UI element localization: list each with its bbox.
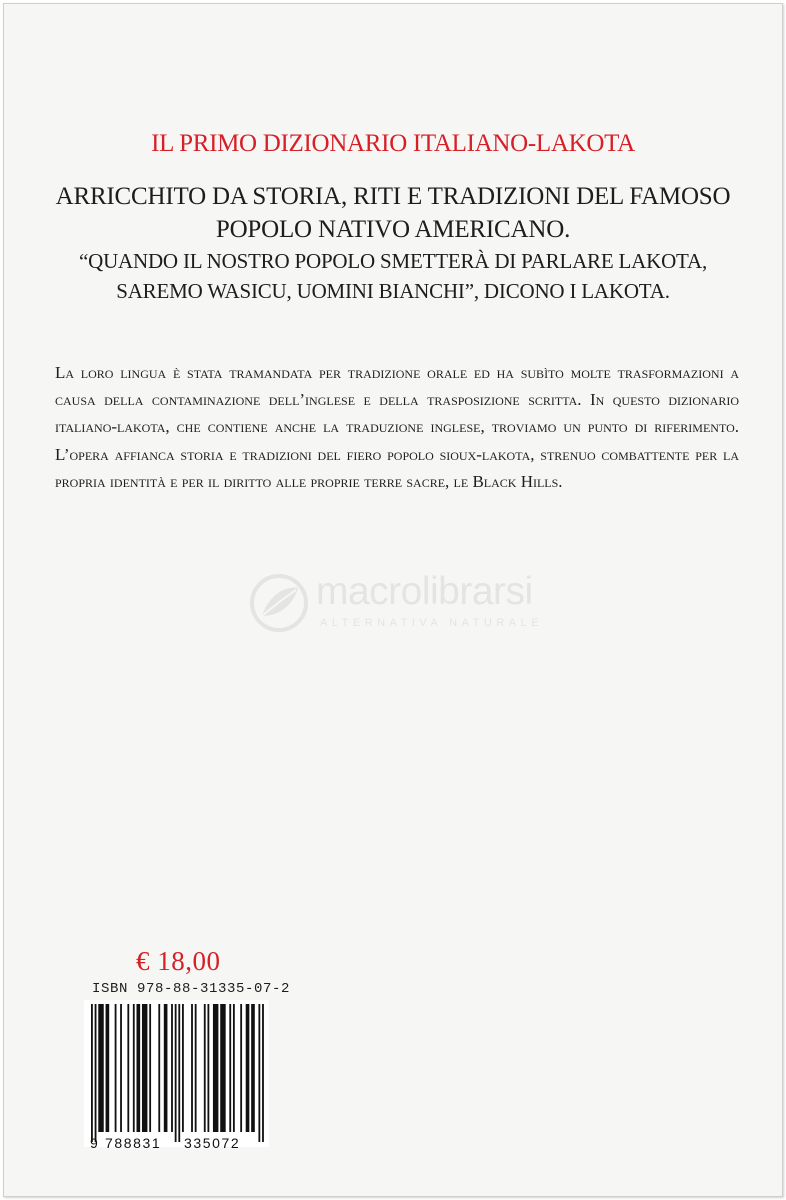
barcode-bar bbox=[137, 1004, 141, 1132]
barcode-bar bbox=[120, 1004, 122, 1132]
barcode-bar bbox=[171, 1004, 173, 1132]
barcode-bar bbox=[149, 1004, 151, 1132]
barcode-bar bbox=[191, 1004, 193, 1132]
quote-line-1: “QUANDO IL NOSTRO POPOLO SMETTERÀ DI PARLARE LAKOTA, bbox=[78, 249, 708, 273]
barcode-bar bbox=[98, 1004, 103, 1132]
barcode-first-digit: 9 bbox=[90, 1135, 98, 1151]
barcode-bars bbox=[84, 1000, 269, 1147]
macrolibrarsi-watermark bbox=[248, 570, 558, 640]
barcode-bar bbox=[182, 1004, 184, 1132]
barcode-bar bbox=[164, 1004, 168, 1132]
barcode-bar bbox=[246, 1004, 250, 1132]
barcode-bar bbox=[95, 1004, 97, 1142]
barcode-bar bbox=[251, 1004, 255, 1132]
barcode-right-digits: 335072 bbox=[184, 1135, 241, 1151]
barcode-bar bbox=[204, 1004, 206, 1132]
watermark-name: macrolibrarsi bbox=[316, 570, 533, 613]
price: € 18,00 bbox=[136, 946, 221, 976]
description-paragraph: La loro lingua è stata tramandata per tradizione orale ed ha subìto molte trasformazioni a causa della contaminazione dell’inglese e della trasposizione scritta. In questo dizionario italiano-lakota, che contiene anche la traduzione inglese, troviamo un punto di riferimento. L’opera affianca storia e tradizioni del fiero popolo sioux-lakota, strenuo combattente per la propria identità e per il diritto alle proprie terre sacre, le Black Hills. bbox=[55, 363, 739, 491]
quote-line-2: SAREMO WASICU, UOMINI BIANCHI”, DICONO I LAKOTA. bbox=[116, 279, 670, 303]
barcode-bar bbox=[91, 1004, 93, 1142]
barcode-left-digits: 788831 bbox=[105, 1135, 162, 1151]
barcode-bar bbox=[229, 1004, 231, 1132]
barcode-bar bbox=[127, 1004, 129, 1132]
barcode-bar bbox=[158, 1004, 160, 1132]
barcode-bar bbox=[115, 1004, 117, 1132]
barcode-bar bbox=[262, 1004, 264, 1142]
subtitle bbox=[44, 180, 742, 246]
watermark-tagline: ALTERNATIVA NATURALE bbox=[320, 617, 544, 629]
leaf-logo-icon bbox=[248, 572, 310, 634]
barcode-bar bbox=[106, 1004, 110, 1132]
subtitle-line-2: POPOLO NATIVO AMERICANO. bbox=[215, 216, 571, 243]
barcode-bar bbox=[213, 1004, 218, 1132]
barcode-bar bbox=[133, 1004, 135, 1132]
barcode-bar bbox=[240, 1004, 242, 1132]
barcode bbox=[84, 1000, 269, 1147]
barcode-bar bbox=[175, 1004, 177, 1142]
barcode-bar bbox=[142, 1004, 147, 1132]
isbn-text: ISBN 978-88-31335-07-2 bbox=[92, 981, 291, 997]
subtitle-line-1: ARRICCHITO DA STORIA, RITI E TRADIZIONI DEL FAMOSO bbox=[55, 183, 731, 210]
barcode-bar bbox=[220, 1004, 225, 1132]
barcode-bar bbox=[233, 1004, 235, 1132]
barcode-bar bbox=[207, 1004, 209, 1132]
barcode-bar bbox=[178, 1004, 180, 1142]
quote bbox=[44, 246, 742, 306]
barcode-bar bbox=[258, 1004, 260, 1142]
barcode-bar bbox=[195, 1004, 197, 1132]
book-back-cover bbox=[3, 3, 783, 1197]
headline: IL PRIMO DIZIONARIO ITALIANO-LAKOTA bbox=[151, 130, 635, 157]
